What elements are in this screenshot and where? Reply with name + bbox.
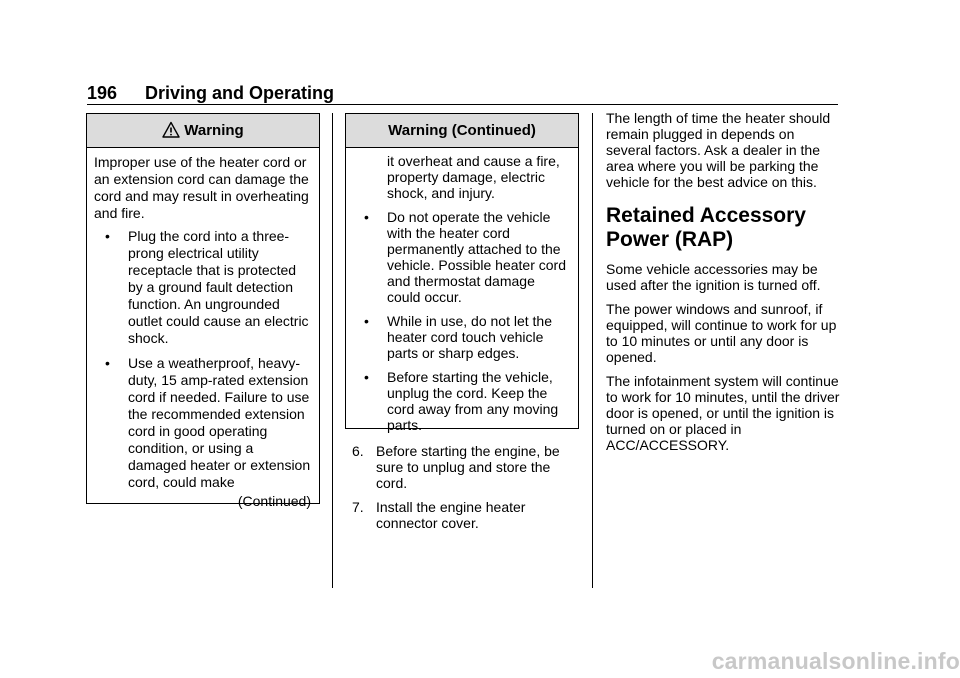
section-title: Driving and Operating [145, 83, 335, 103]
continued-label: (Continued) [237, 493, 311, 509]
page-number: 196 [87, 83, 118, 103]
step-text: Install the engine heater connector cover. [376, 499, 526, 531]
bullet-dot-icon: • [364, 313, 369, 329]
column-divider-left [332, 113, 333, 588]
warning-body [87, 148, 319, 516]
warning-continued-title: Warning (Continued) [346, 114, 578, 148]
warning-continued-body [346, 148, 578, 439]
list-item: • Before starting the vehicle, unplug the cord. Keep the cord away from any moving parts. [364, 369, 559, 433]
heater-duration-paragraph: The length of time the heater should remain plugged in depends on several factors. Ask a dealer in the area where you will be parking the vehicle for the best advice on this. [606, 110, 831, 190]
page-header [87, 82, 838, 105]
warning-intro: Improper use of the heater cord or an extension cord can damage the cord and may result in overheating and fire. [94, 154, 309, 221]
warning-continued-lead: it overheat and cause a fire, property damage, electric shock, and injury. [387, 153, 560, 201]
section-heading: Retained Accessory Power (RAP) [606, 204, 806, 251]
list-item: • Plug the cord into a three-prong electrical utility receptacle that is protected by a ground fault detection function. An ungrounded outlet could cause an electric shock. [105, 228, 309, 346]
column-divider-right [592, 113, 593, 588]
warning-triangle-icon [162, 121, 180, 139]
warning-continued-bullet-list [353, 209, 570, 433]
warning-box [86, 113, 320, 509]
step-text: Before starting the engine, be sure to unplug and store the cord. [376, 443, 560, 491]
right-column [606, 110, 842, 461]
body-paragraph: Some vehicle accessories may be used after the ignition is turned off. [606, 261, 821, 293]
list-item: • Do not operate the vehicle with the heater cord permanently attached to the vehicle. Possible heater cord and thermostat damage could occur. [364, 209, 566, 305]
bullet-dot-icon: • [364, 369, 369, 385]
bullet-dot-icon: • [105, 228, 110, 244]
warning-title: Warning [184, 122, 244, 139]
step-item [350, 499, 580, 531]
list-item: • While in use, do not let the heater cord touch vehicle parts or sharp edges. [364, 313, 552, 361]
bullet-dot-icon: • [364, 209, 369, 225]
watermark: carmanualsonline.info [711, 648, 960, 674]
warning-title-bar [87, 114, 319, 148]
step-number: 6. [352, 443, 364, 459]
list-item: • Use a weatherproof, heavy-duty, 15 amp-rated extension cord if needed. Failure to use the recommended extension cord in good operating condition, or using a damaged heater or extension cord, could make [105, 355, 311, 490]
body-paragraph: The power windows and sunroof, if equipped, will continue to work for up to 10 minutes or until any door is opened. [606, 301, 837, 365]
warning-bullet-list [94, 228, 311, 491]
body-paragraph: The infotainment system will continue to work for 10 minutes, until the driver door is opened, or until the ignition is turned on or placed in ACC/ACCESSORY. [606, 373, 840, 453]
warning-continued-box [345, 113, 579, 433]
numbered-steps [350, 443, 580, 531]
step-number: 7. [352, 499, 364, 515]
steps-section [350, 443, 580, 539]
step-item [350, 443, 580, 491]
bullet-dot-icon: • [105, 355, 110, 371]
